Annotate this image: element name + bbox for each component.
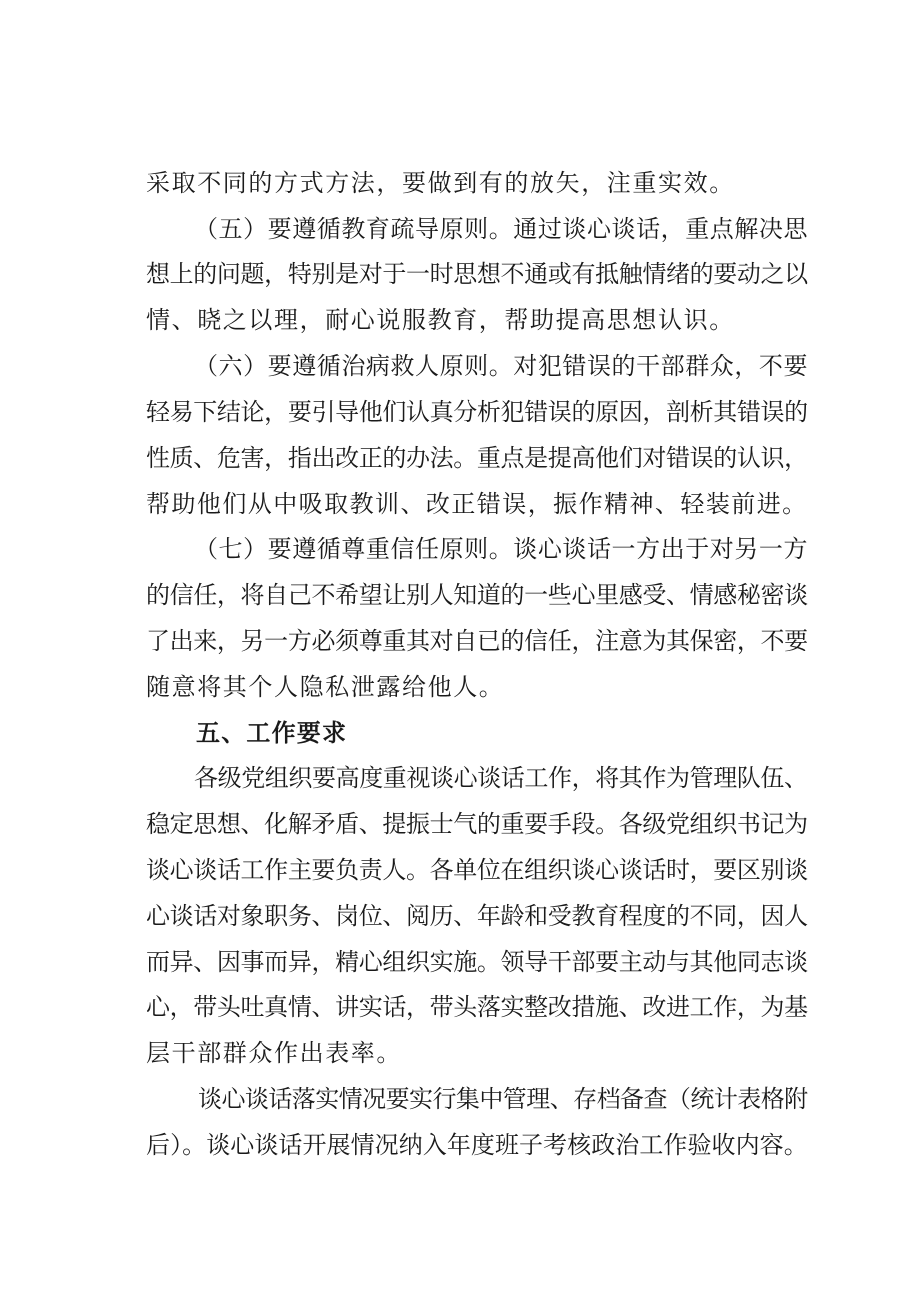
- paragraph-line: 后）。谈心谈话开展情况纳入年度班子考核政治工作验收内容。: [146, 1131, 808, 1159]
- paragraph-line: 心，带头吐真情、讲实话，带头落实整改措施、改进工作，为基: [146, 993, 808, 1021]
- paragraph-line: 性质、危害，指出改正的办法。重点是提高他们对错误的认识，: [146, 444, 808, 472]
- paragraph-line: 想上的问题，特别是对于一时思想不通或有抵触情绪的要动之以: [146, 260, 808, 288]
- paragraph-line: 层干部群众作出表率。: [146, 1039, 402, 1067]
- paragraph-line: 情、晓之以理，耐心说服教育，帮助提高思想认识。: [146, 306, 735, 334]
- paragraph-line: 采取不同的方式方法，要做到有的放矢，注重实效。: [146, 169, 735, 197]
- paragraph-line: 谈心谈话工作主要负责人。各单位在组织谈心谈话时，要区别谈: [146, 856, 808, 884]
- paragraph-line: （五）要遵循教育疏导原则。通过谈心谈话，重点解决思: [194, 215, 808, 243]
- paragraph-line: 而异、因事而异，精心组织实施。领导干部要主动与其他同志谈: [146, 948, 808, 976]
- paragraph-line: 随意将其个人隐私泄露给他人。: [146, 673, 505, 701]
- paragraph-line: （六）要遵循治病救人原则。对犯错误的干部群众，不要: [194, 352, 808, 380]
- paragraph-line: 谈心谈话落实情况要实行集中管理、存档备查（统计表格附: [198, 1085, 808, 1113]
- paragraph-line: 稳定思想、化解矛盾、提振士气的重要手段。各级党组织书记为: [146, 810, 808, 838]
- paragraph-line: 的信任，将自己不希望让别人知道的一些心里感受、情感秘密谈: [146, 581, 808, 609]
- paragraph-line: （七）要遵循尊重信任原则。谈心谈话一方出于对另一方: [194, 535, 808, 563]
- paragraph-line: 各级党组织要高度重视谈心谈话工作，将其作为管理队伍、: [194, 764, 808, 792]
- paragraph-line: 帮助他们从中吸取教训、改正错误，振作精神、轻装前进。: [146, 490, 808, 518]
- paragraph-line: 心谈话对象职务、岗位、阅历、年龄和受教育程度的不同，因人: [146, 902, 808, 930]
- section-heading: 五、工作要求: [196, 719, 348, 747]
- paragraph-line: 了出来，另一方必须尊重其对自已的信任，注意为其保密，不要: [146, 627, 808, 655]
- paragraph-line: 轻易下结论，要引导他们认真分析犯错误的原因，剖析其错误的: [146, 398, 808, 426]
